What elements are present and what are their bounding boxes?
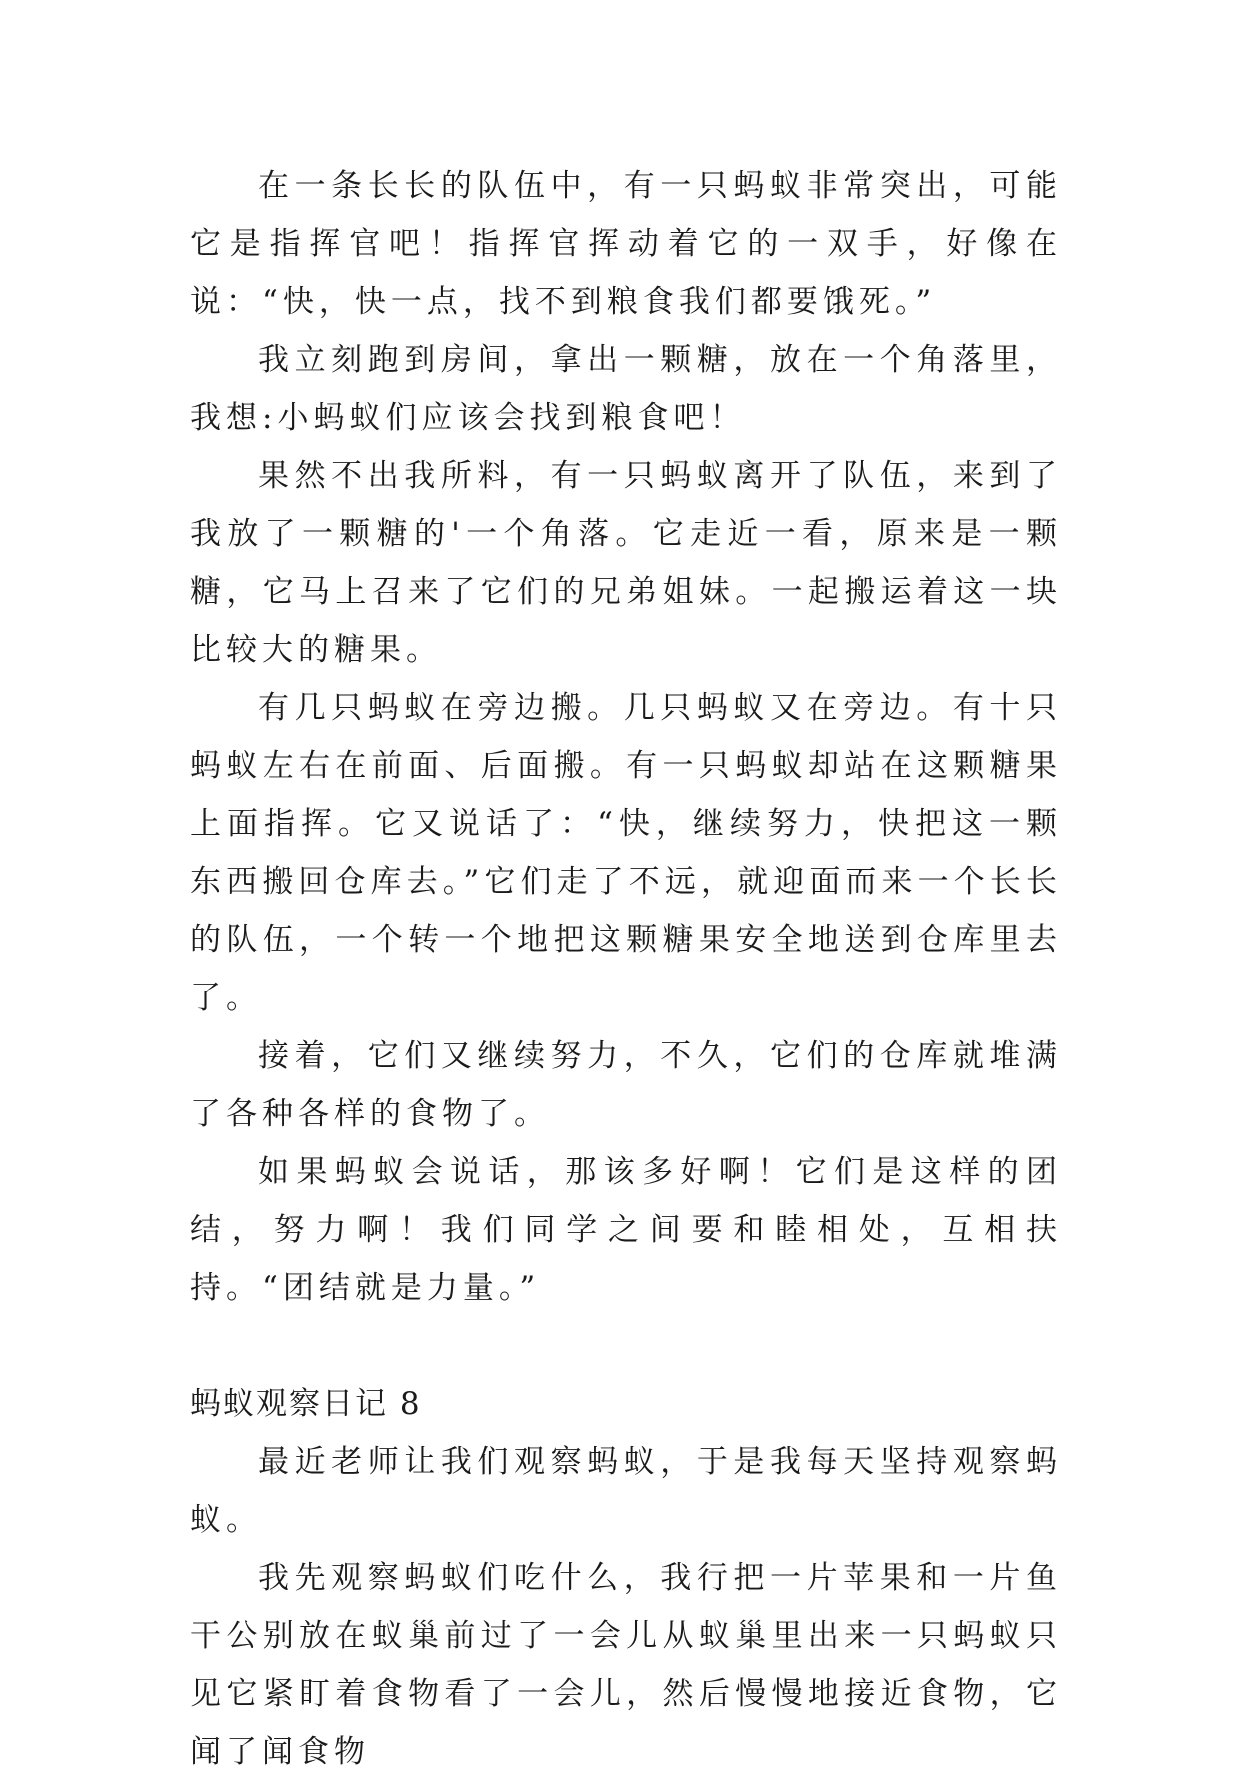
paragraph: 接着，它们又继续努力，不久，它们的仓库就堆满了各种各样的食物了。 (190, 1038, 1062, 1132)
paragraph: 我先观察蚂蚁们吃什么，我行把一片苹果和一片鱼干公别放在蚁巢前过了一会儿从蚁巢里出来一只蚂蚁只见它紧盯着食物看了一会儿，然后慢慢地接近食物，它闻了闻食物 (190, 1560, 1062, 1770)
paragraph: 最近老师让我们观察蚂蚁，于是我每天坚持观察蚂蚁。 (190, 1444, 1062, 1538)
paragraph: 我立刻跑到房间，拿出一颗糖，放在一个角落里，我想:小蚂蚁们应该会找到粮食吧！ (190, 342, 1062, 436)
document-body (190, 157, 1062, 1781)
paragraph: 果然不出我所料，有一只蚂蚁离开了队伍，来到了我放了一颗糖的'一个角落。它走近一看，原来是一颗糖，它马上召来了它们的兄弟姐妹。一起搬运着这一块比较大的糖果。 (190, 458, 1062, 668)
section-title: 蚂蚁观察日记 8 (190, 1386, 422, 1422)
paragraph: 有几只蚂蚁在旁边搬。几只蚂蚁又在旁边。有十只蚂蚁左右在前面、后面搬。有一只蚂蚁却站在这颗糖果上面指挥。它又说话了：“快，继续努力，快把这一颗东西搬回仓库去。”它们走了不远，就迎面而来一个长长的队伍，一个转一个地把这颗糖果安全地送到仓库里去了。 (190, 690, 1062, 1016)
paragraph: 在一条长长的队伍中，有一只蚂蚁非常突出，可能它是指挥官吧！指挥官挥动着它的一双手，好像在说：“快，快一点，找不到粮食我们都要饿死。” (190, 168, 1062, 320)
paragraph: 如果蚂蚁会说话，那该多好啊！它们是这样的团结，努力啊！我们同学之间要和睦相处，互相扶持。“团结就是力量。” (190, 1154, 1062, 1306)
